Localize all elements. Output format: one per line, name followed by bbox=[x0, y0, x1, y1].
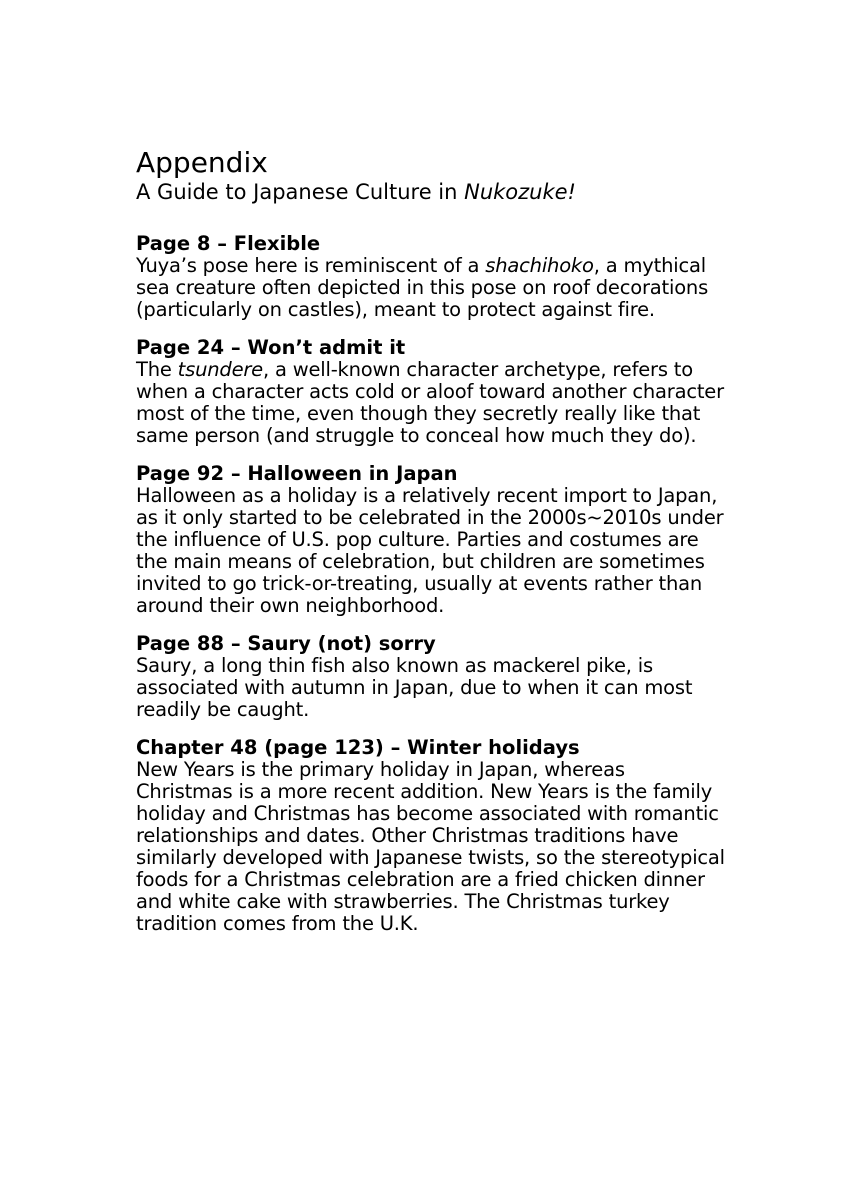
entry-heading: Page 8 – Flexible bbox=[136, 232, 321, 255]
entry-body bbox=[136, 255, 726, 321]
entry-body-text: , a mythical sea creature often depicted in this pose on roof decorations (particularly on castles), meant to protect against fire. bbox=[136, 254, 709, 321]
entry-body-text: , a well-known character archetype, refers to when a character acts cold or aloof toward another character most of the time, even though they secretly really like that same person (and struggle to conceal how much they do). bbox=[136, 358, 724, 447]
entry-heading: Page 92 – Halloween in Japan bbox=[136, 462, 458, 485]
entry-body-text: Yuya’s pose here is reminiscent of a bbox=[136, 254, 486, 277]
entry-page-24 bbox=[136, 337, 726, 447]
appendix-page bbox=[136, 147, 726, 951]
page-title: Appendix bbox=[136, 146, 268, 179]
entry-body bbox=[136, 359, 726, 447]
entry-heading: Page 24 – Won’t admit it bbox=[136, 336, 406, 359]
page-subtitle bbox=[136, 179, 726, 205]
entry-body: New Years is the primary holiday in Japan, whereas Christmas is a more recent addition. New Years is the family holiday and Christmas has become associated with romantic relationships and dates. Other Christmas traditions have similarly developed with Japanese twists, so the stereotypical foods for a Christmas celebration are a fried chicken dinner and white cake with strawberries. The Christmas turkey tradition comes from the U.K. bbox=[136, 758, 725, 935]
entry-body-italic: tsundere bbox=[177, 358, 263, 381]
subtitle-text: A Guide to Japanese Culture in bbox=[136, 180, 465, 204]
subtitle-italic-title: Nukozuke! bbox=[464, 180, 576, 204]
entry-body-italic: shachihoko bbox=[485, 254, 594, 277]
entry-chapter-48 bbox=[136, 737, 726, 935]
entry-heading: Page 88 – Saury (not) sorry bbox=[136, 632, 436, 655]
entry-page-92 bbox=[136, 463, 726, 617]
entry-page-8 bbox=[136, 233, 726, 321]
entry-heading: Chapter 48 (page 123) – Winter holidays bbox=[136, 736, 580, 759]
entry-body: Halloween as a holiday is a relatively recent import to Japan, as it only started to be celebrated in the 2000s~2010s under the influence of U.S. pop culture. Parties and costumes are the main means of celebration, but children are sometimes invited to go trick-or-treating, usually at events rather than around their own neighborhood. bbox=[136, 484, 724, 617]
entry-body-text: The bbox=[136, 358, 178, 381]
entry-body: Saury, a long thin fish also known as mackerel pike, is associated with autumn in Japan, due to when it can most readily be caught. bbox=[136, 654, 693, 721]
entry-page-88 bbox=[136, 633, 726, 721]
